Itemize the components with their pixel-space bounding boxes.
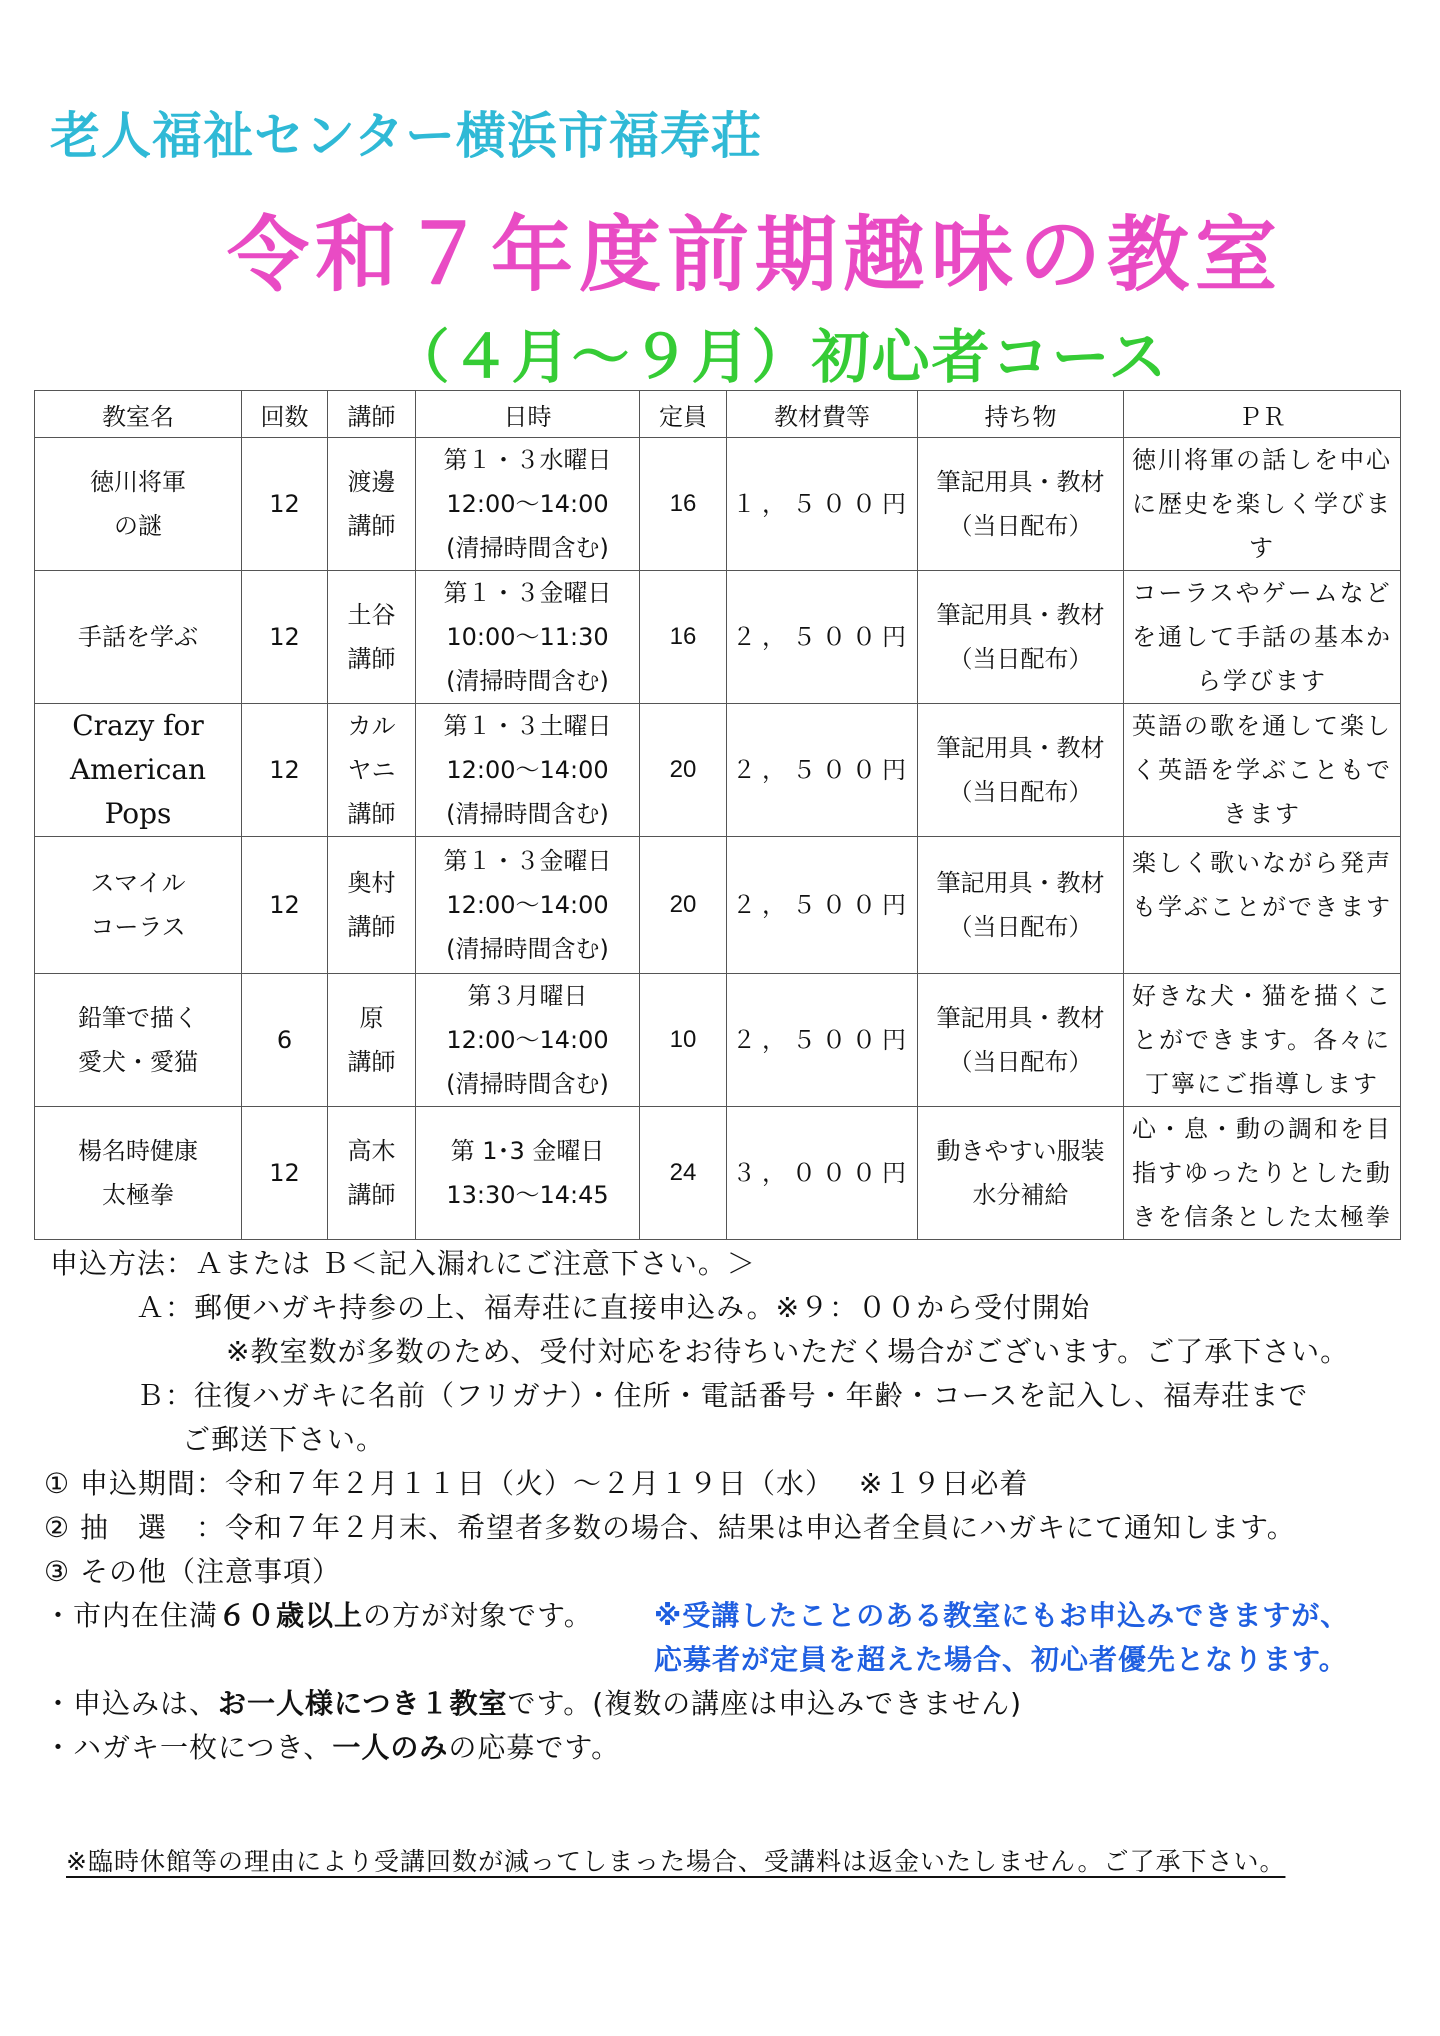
instructor-cell [328,704,416,837]
header-datetime: 日時 [416,391,640,438]
one-person-line [44,1726,620,1766]
fee-cell: ２，５００円 [727,837,918,974]
fee-cell: １，５００円 [727,438,918,571]
datetime-cell [416,837,640,974]
one-class-text: ・申込みは、 [44,1687,219,1720]
items-cell [918,837,1124,974]
header-instructor: 講師 [328,391,416,438]
items-cell [918,704,1124,837]
fee-cell: ２，５００円 [727,974,918,1107]
datetime-line: 12:00～14:00 [446,490,609,518]
pr-cell [1124,837,1401,974]
table-row [35,571,1401,704]
application-period-line: ① 申込期間：令和７年２月１１日（火）～２月１９日（水） ※１９日必着 [44,1467,1029,1500]
eligibility-line [44,1594,593,1634]
class-name-line: 徳川将軍 [90,468,186,496]
priority-note-line: 応募者が定員を超えた場合、初心者優先となります。 [654,1643,1348,1676]
instructor-line: 土谷 [347,601,396,629]
eligibility-age: ６０歳以上 [218,1599,364,1632]
pr-line: 好きな犬・猫を描くこ [1132,982,1392,1010]
instructor-line: 講師 [347,1181,396,1209]
pr-line: に歴史を楽しく学びま [1132,490,1392,518]
sessions-cell: 12 [242,1107,328,1240]
instructor-line: 講師 [347,645,396,673]
table-row [35,1107,1401,1240]
table-row [35,438,1401,571]
datetime-line: 12:00～14:00 [446,756,609,784]
pr-line: く英語を学ぶこともで [1132,756,1392,784]
sessions-cell: 12 [242,704,328,837]
pr-line: 英語の歌を通して楽し [1132,712,1392,740]
priority-note-line: ※受講したことのある教室にもお申込みできますが、 [654,1599,1350,1632]
fee-cell: ３，０００円 [727,1107,918,1240]
capacity-cell: 10 [640,974,727,1107]
lottery-line: ② 抽 選 ：令和７年２月末、希望者多数の場合、結果は申込者全員にハガキにて通知します。 [44,1511,1296,1544]
instructor-cell [328,571,416,704]
items-line: 筆記用具・教材 [936,869,1105,897]
pr-line: も学ぶことができます [1132,893,1392,921]
fee-cell: ２，５００円 [727,704,918,837]
class-name-line: Pops [104,797,172,830]
class-name-cell [35,704,242,837]
header-pr: ＰＲ [1124,391,1401,438]
header-capacity: 定員 [640,391,727,438]
instructor-line: 講師 [347,800,396,828]
items-line: （当日配布） [948,913,1093,941]
eligibility-text: ・市内在住満 [44,1599,219,1632]
datetime-line: 12:00～14:00 [446,1026,609,1054]
items-cell [918,974,1124,1107]
class-name-line: American [69,753,207,786]
pr-cell [1124,438,1401,571]
table-row [35,704,1401,837]
header-items: 持ち物 [918,391,1124,438]
header-sessions: 回数 [242,391,328,438]
pr-cell [1124,704,1401,837]
pr-line: とができます。各々に [1132,1026,1392,1054]
datetime-line: 第１・３金曜日 [443,579,612,607]
course-table [34,390,1401,1240]
pr-line: 丁寧にご指導します [1145,1070,1379,1098]
class-name-line: 鉛筆で描く [78,1004,198,1032]
capacity-cell: 16 [640,438,727,571]
sessions-cell: 12 [242,837,328,974]
apply-method-line: 申込方法：Ａまたは Ｂ＜記入漏れにご注意下さい。＞ [50,1247,756,1280]
items-cell [918,571,1124,704]
datetime-line: (清掃時間含む) [446,667,609,695]
pr-cell [1124,1107,1401,1240]
capacity-cell: 16 [640,571,727,704]
pr-line: を通して手話の基本か [1132,623,1392,651]
one-class-line [44,1682,1022,1722]
one-person-emphasis: 一人のみ [332,1731,449,1764]
instructor-cell [328,1107,416,1240]
datetime-line: 13:30～14:45 [446,1181,609,1209]
datetime-line: 第 1･3 金曜日 [450,1137,605,1165]
pr-line: ら学びます [1197,667,1327,695]
capacity-cell: 20 [640,837,727,974]
method-b-line: Ｂ：往復ハガキに名前（フリガナ）・住所・電話番号・年齢・コースを記入し、福寿荘まで [136,1379,1309,1412]
datetime-line: (清掃時間含む) [446,800,609,828]
datetime-cell [416,1107,640,1240]
pr-line: す [1249,534,1275,562]
items-cell [918,438,1124,571]
pr-line: きます [1223,800,1301,828]
page-subtitle: （４月～９月）初心者コース [391,323,1169,391]
items-line: 動きやすい服装 [936,1137,1105,1165]
table-header-row [35,391,1401,438]
capacity-cell: 24 [640,1107,727,1240]
items-line: 筆記用具・教材 [936,1004,1105,1032]
datetime-line: (清掃時間含む) [446,534,609,562]
class-name-cell [35,837,242,974]
class-name-line: コーラス [90,913,186,941]
page-title: 令和７年度前期趣味の教室 [226,208,1283,303]
class-name-line: Crazy for [72,709,204,742]
eligibility-text: の方が対象です。 [363,1599,593,1632]
instructor-line: カル [347,712,396,740]
datetime-line: 12:00～14:00 [446,891,609,919]
one-person-text: の応募です。 [448,1731,621,1764]
pr-line: 楽しく歌いながら発声 [1132,849,1392,877]
method-a-note-line: ※教室数が多数のため、受付対応をお待ちいただく場合がございます。ご了承下さい。 [226,1335,1350,1368]
instructor-line: 奥村 [347,869,396,897]
items-line: 水分補給 [972,1181,1069,1209]
sessions-cell: 12 [242,571,328,704]
datetime-cell [416,974,640,1107]
datetime-line: 第１・３金曜日 [443,847,612,875]
one-class-text: です。(複数の講座は申込みできません) [507,1687,1023,1720]
table-row [35,837,1401,974]
items-line: （当日配布） [948,778,1093,806]
one-person-text: ・ハガキ一枚につき、 [44,1731,333,1764]
instructor-line: 講師 [347,512,396,540]
method-b-cont-line: ご郵送下さい。 [182,1423,386,1456]
datetime-cell [416,438,640,571]
header-fee: 教材費等 [727,391,918,438]
instructor-line: 原 [359,1004,384,1032]
other-notes-heading: ③ その他（注意事項） [44,1555,342,1588]
datetime-line: (清掃時間含む) [446,935,609,963]
datetime-line: 第１・３水曜日 [443,446,612,474]
sessions-cell: 6 [242,974,328,1107]
instructor-line: ヤニ [347,756,396,784]
class-name-cell [35,438,242,571]
datetime-cell [416,571,640,704]
one-class-emphasis: お一人様につき１教室 [218,1687,508,1720]
sessions-cell: 12 [242,438,328,571]
class-name-cell [35,974,242,1107]
pr-line: きを信条とした太極拳 [1132,1203,1392,1231]
pr-cell [1124,974,1401,1107]
capacity-cell: 20 [640,704,727,837]
instructor-cell [328,438,416,571]
class-name-line: 手話を学ぶ [78,623,198,651]
instructor-line: 講師 [347,913,396,941]
class-name-line: 太極拳 [102,1181,174,1209]
class-name-line: 愛犬・愛猫 [78,1048,198,1076]
instructor-cell [328,974,416,1107]
instructor-cell [328,837,416,974]
items-line: 筆記用具・教材 [936,468,1105,496]
class-name-cell [35,1107,242,1240]
method-a-line: Ａ：郵便ハガキ持参の上、福寿荘に直接申込み。※９：００から受付開始 [136,1291,1091,1324]
fee-cell: ２，５００円 [727,571,918,704]
class-name-cell [35,571,242,704]
datetime-line: 第１・３土曜日 [443,712,612,740]
pr-line: 心・息・動の調和を目 [1132,1115,1392,1143]
datetime-cell [416,704,640,837]
header-class-name: 教室名 [35,391,242,438]
instructor-line: 渡邊 [347,468,396,496]
items-cell [918,1107,1124,1240]
datetime-line: (清掃時間含む) [446,1070,609,1098]
organization-name: 老人福祉センター横浜市福寿荘 [50,107,762,165]
refund-notice: ※臨時休館等の理由により受講回数が減ってしまった場合、受講料は返金いたしません。ご了承下さい。 [66,1847,1286,1876]
items-line: 筆記用具・教材 [936,734,1105,762]
items-line: （当日配布） [948,1048,1093,1076]
datetime-line: 第３月曜日 [467,982,588,1010]
table-row [35,974,1401,1107]
class-name-line: スマイル [90,869,186,897]
class-name-line: の謎 [114,512,162,540]
items-line: 筆記用具・教材 [936,601,1105,629]
pr-line: 指すゆったりとした動 [1132,1159,1392,1187]
items-line: （当日配布） [948,512,1093,540]
items-line: （当日配布） [948,645,1093,673]
instructor-line: 講師 [347,1048,396,1076]
pr-line: コーラスやゲームなど [1132,579,1392,607]
pr-line: 徳川将軍の話しを中心 [1132,446,1392,474]
class-name-line: 楊名時健康 [78,1137,198,1165]
datetime-line: 10:00～11:30 [446,623,609,651]
pr-cell [1124,571,1401,704]
instructor-line: 高木 [347,1137,396,1165]
